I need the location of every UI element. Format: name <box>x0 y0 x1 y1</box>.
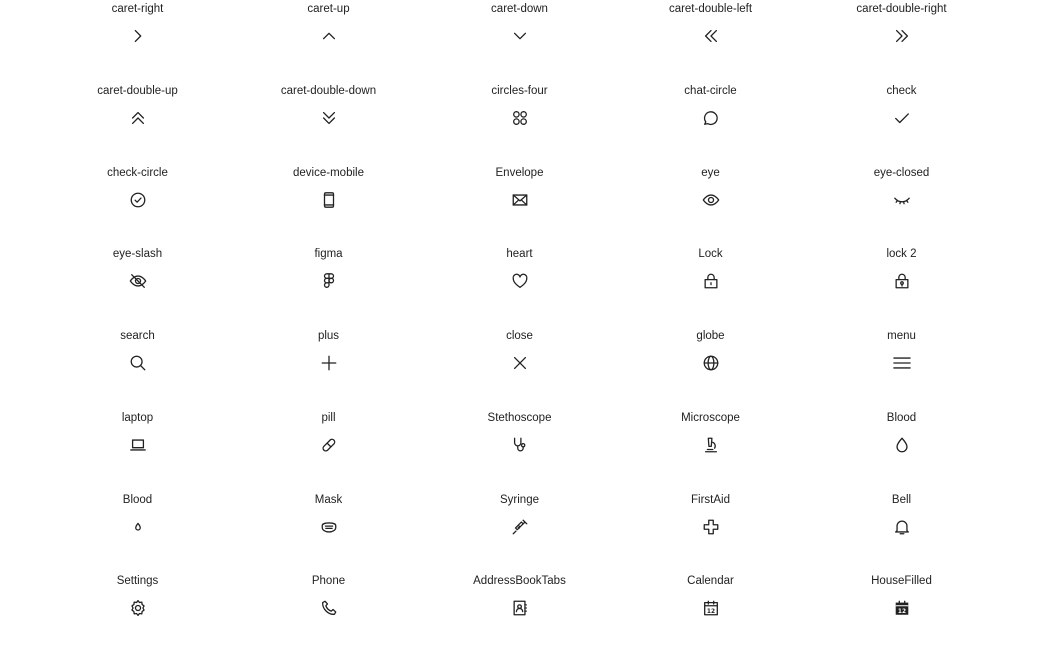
icon-cell <box>42 164 233 246</box>
icon-label: Envelope <box>495 166 544 179</box>
caret-down-icon <box>510 26 530 46</box>
icon-cell <box>42 409 233 491</box>
icon-label: eye-slash <box>112 248 163 261</box>
icon-label: caret-down <box>491 3 548 15</box>
icon-cell <box>615 572 806 654</box>
icon-label: caret-double-right <box>856 3 947 15</box>
icon-label: HouseFilled <box>871 575 932 588</box>
phone-icon <box>319 598 339 618</box>
first-aid-icon <box>701 517 721 537</box>
icon-label: Stethoscope <box>487 411 552 424</box>
icon-label: heart <box>506 248 533 261</box>
icon-cell <box>806 245 997 327</box>
icon-cell <box>615 164 806 246</box>
blood-small-icon <box>128 517 148 537</box>
icon-cell <box>615 0 806 82</box>
icon-label: search <box>120 330 155 342</box>
blood-icon <box>892 435 912 455</box>
close-icon <box>510 353 530 373</box>
icon-cell <box>615 82 806 164</box>
icon-cell <box>424 327 615 409</box>
icon-cell <box>615 409 806 491</box>
icon-cell <box>42 491 233 573</box>
icon-cell <box>806 572 997 654</box>
settings-icon <box>128 598 148 618</box>
globe-icon <box>701 353 721 373</box>
calendar-icon <box>701 598 721 618</box>
icon-cell <box>424 82 615 164</box>
icon-label: laptop <box>121 411 154 424</box>
icon-label: caret-double-down <box>280 84 377 97</box>
icon-label: eye-closed <box>873 166 930 179</box>
caret-double-down-icon <box>319 108 339 128</box>
icon-label: Bell <box>891 493 912 506</box>
icon-cell <box>42 245 233 327</box>
icon-cell <box>233 0 424 82</box>
icon-label: caret-up <box>307 3 350 15</box>
icon-label: pill <box>321 411 336 424</box>
check-icon <box>892 108 912 128</box>
icon-label: Calendar <box>687 575 734 588</box>
icon-cell <box>615 327 806 409</box>
icon-cell <box>806 164 997 246</box>
icon-cell <box>42 0 233 82</box>
icon-label: Mask <box>314 493 343 506</box>
icon-label: chat-circle <box>684 84 737 97</box>
stethoscope-icon <box>510 435 530 455</box>
icon-cell <box>42 327 233 409</box>
icon-cell <box>424 164 615 246</box>
caret-up-icon <box>319 26 339 46</box>
figma-icon <box>319 271 339 291</box>
icon-cell <box>424 491 615 573</box>
laptop-icon <box>128 435 148 455</box>
eye-slash-icon <box>128 271 148 291</box>
icon-cell <box>233 164 424 246</box>
icon-cell <box>42 572 233 654</box>
icon-label: caret-right <box>111 3 164 15</box>
icon-label: lock 2 <box>886 248 917 261</box>
icon-label: globe <box>696 330 725 342</box>
eye-closed-icon <box>892 190 912 210</box>
bell-icon <box>892 517 912 537</box>
svg-text:12: 12 <box>897 609 906 616</box>
pill-icon <box>319 435 339 455</box>
icon-label: check-circle <box>107 166 168 179</box>
icon-label: plus <box>317 330 340 342</box>
icon-label: Blood <box>122 493 153 506</box>
icon-label: Lock <box>698 248 723 261</box>
envelope-icon <box>510 190 530 210</box>
caret-double-left-icon <box>701 26 721 46</box>
icon-cell <box>233 327 424 409</box>
caret-double-up-icon <box>128 108 148 128</box>
icon-cell <box>424 0 615 82</box>
icon-cell <box>806 0 997 82</box>
icon-cell <box>424 572 615 654</box>
search-icon <box>128 353 148 373</box>
icon-cell <box>233 82 424 164</box>
icon-cell <box>42 82 233 164</box>
icon-label: Settings <box>116 575 159 588</box>
icon-cell <box>233 572 424 654</box>
mask-icon <box>319 517 339 537</box>
lock-2-icon <box>892 271 912 291</box>
svg-text:12: 12 <box>706 609 715 616</box>
address-book-tabs-icon <box>510 598 530 618</box>
icon-label: Blood <box>886 411 917 424</box>
icon-cell <box>233 245 424 327</box>
icon-label: AddressBookTabs <box>473 575 566 588</box>
icon-label: caret-double-left <box>668 3 753 15</box>
icon-label: check <box>886 84 917 97</box>
lock-icon <box>701 271 721 291</box>
caret-double-right-icon <box>892 26 912 46</box>
icon-label: close <box>506 330 533 342</box>
heart-icon <box>510 271 530 291</box>
icon-cell <box>615 245 806 327</box>
icon-cell <box>806 327 997 409</box>
eye-icon <box>701 190 721 210</box>
icon-label: figma <box>314 248 343 261</box>
icon-label: Phone <box>311 575 346 588</box>
syringe-icon <box>510 517 530 537</box>
circles-four-icon <box>510 108 530 128</box>
microscope-icon <box>701 435 721 455</box>
chat-circle-icon <box>701 108 721 128</box>
icon-label: caret-double-up <box>97 84 178 97</box>
icon-cell <box>233 491 424 573</box>
icon-cell <box>806 491 997 573</box>
icon-label: device-mobile <box>293 166 364 179</box>
icon-cell <box>615 491 806 573</box>
icon-cell <box>233 409 424 491</box>
icon-label: Syringe <box>500 493 539 506</box>
icon-cell <box>424 245 615 327</box>
icon-label: Microscope <box>681 411 740 424</box>
caret-right-icon <box>128 26 148 46</box>
icon-label: circles-four <box>491 84 548 97</box>
icon-cell <box>806 409 997 491</box>
icon-cell <box>424 409 615 491</box>
icon-label: menu <box>887 330 916 342</box>
icon-label: eye <box>701 166 720 179</box>
plus-icon <box>319 353 339 373</box>
device-mobile-icon <box>319 190 339 210</box>
icon-cell <box>806 82 997 164</box>
icon-label: FirstAid <box>691 493 730 506</box>
check-circle-icon <box>128 190 148 210</box>
menu-icon <box>892 353 912 373</box>
house-filled-icon <box>892 598 912 618</box>
